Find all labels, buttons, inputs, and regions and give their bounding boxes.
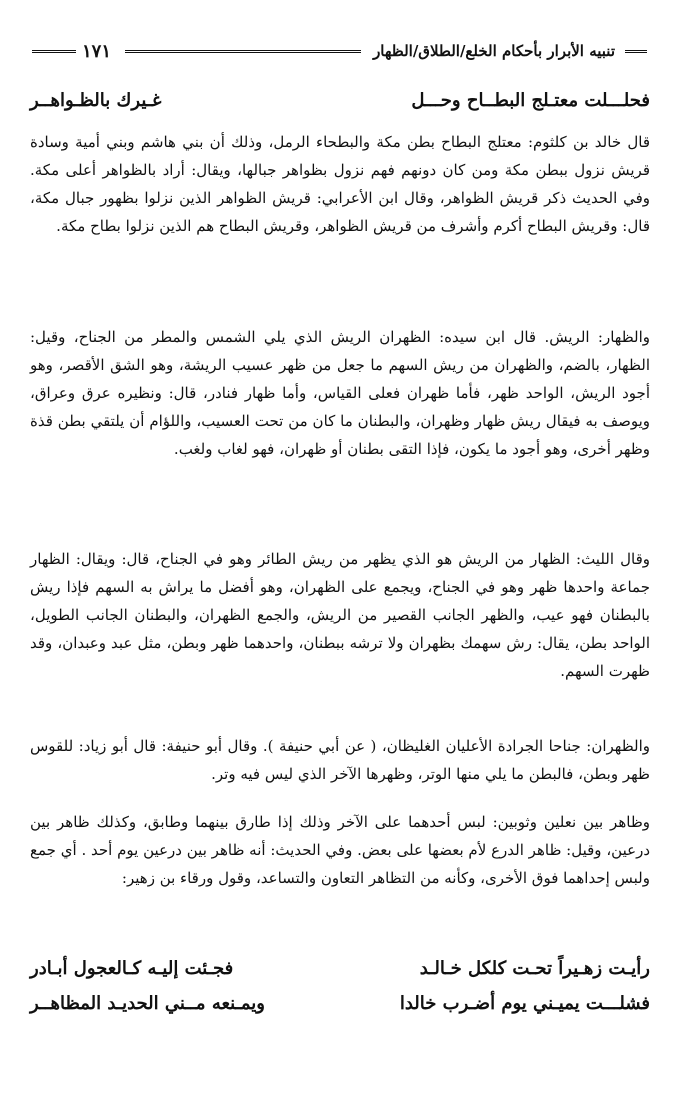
- paragraph-5: وظاهر بين نعلين وثوبين: لبس أحدهما على الآخر وذلك إذا طارق بينهما وطابق، وكذلك ظاهر بين درعين، وقيل: ظاهر الدرع لأم بعضها على بعض. وفي الحديث: أنه ظاهر بين درعين يوم أحد . أي جمع ولبس إحداهما فوق الأخرى، وكأنه من التظاهر التعاون والتساعد، وقول ورقاء بن زهير:: [30, 813, 650, 887]
- poem-line-1-first-hemistich: رأيـت زهـيراً تحـت كلكل خـالـد: [419, 958, 650, 979]
- paragraph-1: قال خالد بن كلثوم: معتلج البطاح بطن مكة والبطحاء الرمل، وذلك أن بني هاشم وبني أمية وسادة قريش نزول ببطن مكة ومن كان دونهم فهم نزول بظواهر جبالها، ويقال: أراد بالظواهر أعلى مكة. وفي الحديث ذكر قريش الظواهر، وقال ابن الأعرابي: قريش الظواهر الذين نزلوا بظهور جبال مكة، قال: وقريش البطاح أكرم وأشرف من قريش الظواهر، وقريش البطاح هم الذين نزلوا بطاح مكة.: [30, 133, 650, 235]
- poem-line-1-second-hemistich: فجـئت إليـه كـالعجول أبـادر: [30, 958, 234, 979]
- running-title: تنبيه الأبرار بأحكام الخلع/الطلاق/الظهار: [373, 42, 615, 60]
- header-rule-right: [625, 50, 647, 53]
- paragraph-3: وقال الليث: الظهار من الريش هو الذي يظهر من ريش الطائر وهو في الجناح، قال: ويقال: الظهار جماعة واحدها ظهر وهو في الجناح، ويجمع على الظهران، وهو أفضل ما يراش به السهم فإذا ريش بالبطنان فهو عيب، والظهر الجانب القصير من الريش، والجمع الظهران، والبطنان الجانب الطويل، الواحد بطن، يقال: رش سهمك بظهران ولا ترشه ببطنان، واحدهما ظهر وبطن، مثل عبد وعبدان، وقد ظهرت السهم.: [30, 550, 650, 680]
- poem-line-2-first-hemistich: فشلـــت يميـني يوم أضـرب خالدا: [399, 993, 650, 1014]
- header-rule-left: [32, 50, 76, 53]
- verse-second-hemistich: غـيرك بالظـواهــر: [30, 90, 162, 111]
- poem-line-2-second-hemistich: ويمـنعه مــني الحديـد المظاهــر: [30, 993, 265, 1014]
- verse-first-hemistich: فحلـــلت معتـلج البطــاح وحـــل: [411, 90, 650, 111]
- header-rule-middle: [125, 50, 361, 53]
- paragraph-2: والظهار: الريش. قال ابن سيده: الظهران الريش الذي يلي الشمس والمطر من الجناح، وقيل: الظهار، بالضم، والظهران من ريش السهم ما جعل من ظهر عسيب الريشة، وهو الشق الأقصر، وهو أجود الريش، الواحد ظهر، فأما ظهران فعلى القياس، وأما ظهار فنادر، قال: ونظيره عرق وعراق، ويوصف به فيقال ريش ظهار وظهران، والبطنان ما كان من تحت العسيب، واللؤام أن يلتقي بطن قذة وظهر أخرى، وهو أجود ما يكون، فإذا التقى بطنان أو ظهران، فهو لغاب ولغب.: [30, 328, 650, 458]
- paragraph-4: والظهران: جناحا الجرادة الأعليان الغليظان، ( عن أبي حنيفة ). وقال أبو حنيفة: قال أبو زياد: للقوس ظهر وبطن، فالبطن ما يلي منها الوتر، وظهرها الآخر الذي ليس فيه وتر.: [30, 737, 650, 783]
- running-header: [32, 38, 647, 64]
- page-number: ١٧١: [82, 40, 112, 62]
